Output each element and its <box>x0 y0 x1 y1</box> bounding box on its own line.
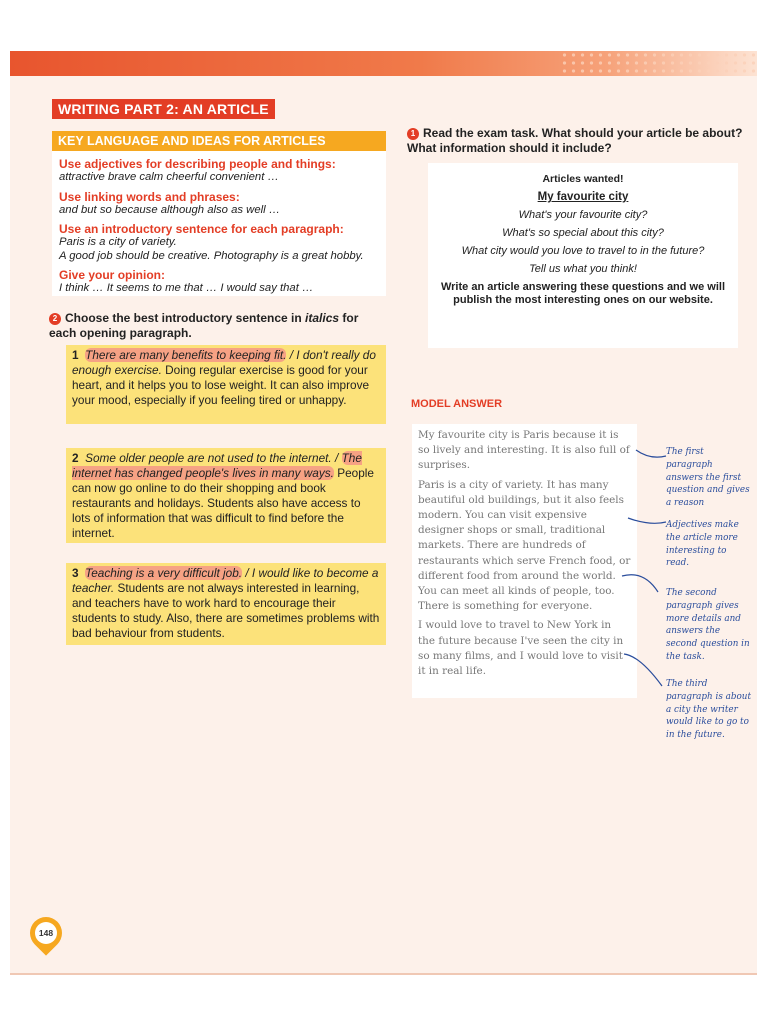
alternative-sentence: / I don't really do enough exercise. <box>72 348 376 377</box>
key-language-text: attractive brave calm cheerful convenient … <box>59 171 279 183</box>
key-language-text: Paris is a city of variety. <box>59 236 177 248</box>
handwritten-note: Adjectives make the article more interesting to read. <box>666 520 739 569</box>
option-number: 3 <box>72 566 79 580</box>
highlighted-sentence: There are many benefits to keeping fit. <box>85 348 287 362</box>
exercise-number-badge: 1 <box>407 128 419 140</box>
option-number: 1 <box>72 348 79 362</box>
exercise-number-badge: 2 <box>49 313 61 325</box>
arrow-line <box>622 575 658 592</box>
key-language-text: and but so because although also as well … <box>59 203 281 216</box>
key-language-text: A good job should be creative. Photography is a great hobby. <box>59 249 364 262</box>
option-paragraph-3 <box>66 563 386 645</box>
option-paragraph-2 <box>66 448 386 543</box>
dot-pattern <box>560 51 757 76</box>
section-title: WRITING PART 2: AN ARTICLE <box>52 99 275 119</box>
exercise-1-instruction <box>407 126 747 155</box>
highlighted-sentence: Teaching is a very difficult job. <box>85 566 243 580</box>
key-language-label: Use adjectives for describing people and things: <box>59 157 336 171</box>
task-question: What's so special about this city? <box>502 227 664 239</box>
task-question: What city would you love to travel to in the future? <box>461 245 705 257</box>
page-number: 148 <box>35 922 57 944</box>
option-paragraph-1 <box>66 345 386 424</box>
model-paragraph: My favourite city is Paris because it is so lively and interesting. It is also full of surprises. <box>418 429 630 472</box>
arrow-line <box>628 518 666 523</box>
paragraph-body: People can now go online to do their shopping and book restaurants and holidays. Students also have access to lots of information that was difficult to find before the internet. <box>72 466 374 540</box>
arrow-line <box>636 450 666 457</box>
task-closing: Write an article answering these questions and we will publish the most interesting ones on our website. <box>440 281 726 306</box>
alternative-sentence: / I would like to become a teacher. <box>72 566 379 595</box>
key-language-heading: KEY LANGUAGE AND IDEAS FOR ARTICLES <box>52 131 386 151</box>
model-paragraph: I would love to travel to New York in the future because I've seen the city in so many films, and I would love to visit it in real life. <box>418 619 624 678</box>
instruction-text: Read the exam task. What should your article be about? What information should it include? <box>407 126 743 155</box>
model-answer-heading: MODEL ANSWER <box>411 398 503 410</box>
highlighted-sentence: The internet has changed people's lives in many ways. <box>72 451 362 480</box>
key-language-label: Give your opinion: <box>59 268 166 282</box>
handwritten-note: The first paragraph answers the first question and gives a reason <box>666 447 750 509</box>
task-question: What's your favourite city? <box>518 209 648 221</box>
alternative-sentence: Some older people are not used to the internet. / <box>85 451 342 465</box>
instruction-italic: italics <box>305 311 340 325</box>
paragraph-body: Students are not always interested in learning, and teachers have to work hard to encourage their students to study. Also, there are sometimes problems with bad behaviour from students. <box>72 581 380 640</box>
exercise-2-instruction <box>49 311 379 340</box>
model-paragraph: Paris is a city of variety. It has many beautiful old buildings, but it also feels modern. You can visit expensive designer shops or small, traditional markets. There are hundreds of restaurants which serve French food, or different food from around the world. You can meet all kinds of people, too. There is something for everyone. <box>418 478 631 613</box>
task-heading: Articles wanted! <box>542 173 624 185</box>
task-topic: My favourite city <box>537 191 629 203</box>
exam-task-box <box>428 163 738 348</box>
paragraph-body: Doing regular exercise is good for your heart, and it helps you to lose weight. It can also improve your mood, especially if you feeling tired or unhappy. <box>72 363 370 407</box>
instruction-text: Choose the best introductory sentence in <box>65 311 306 325</box>
key-language-label: Use linking words and phrases: <box>59 189 240 204</box>
handwritten-note: The second paragraph gives more details and answers the second question in the task. <box>666 588 750 662</box>
key-language-box <box>52 151 386 296</box>
task-question: Tell us what you think! <box>529 263 637 275</box>
key-language-text: I think … It seems to me that … I would say that … <box>59 282 314 294</box>
bottom-rule <box>10 973 757 975</box>
instruction-text: for each opening paragraph. <box>49 311 359 340</box>
arrow-line <box>624 654 662 686</box>
option-number: 2 <box>72 451 79 465</box>
key-language-label: Use an introductory sentence for each paragraph: <box>59 222 344 236</box>
handwritten-note: The third paragraph is about a city the writer would like to go to in the future. <box>666 679 751 741</box>
